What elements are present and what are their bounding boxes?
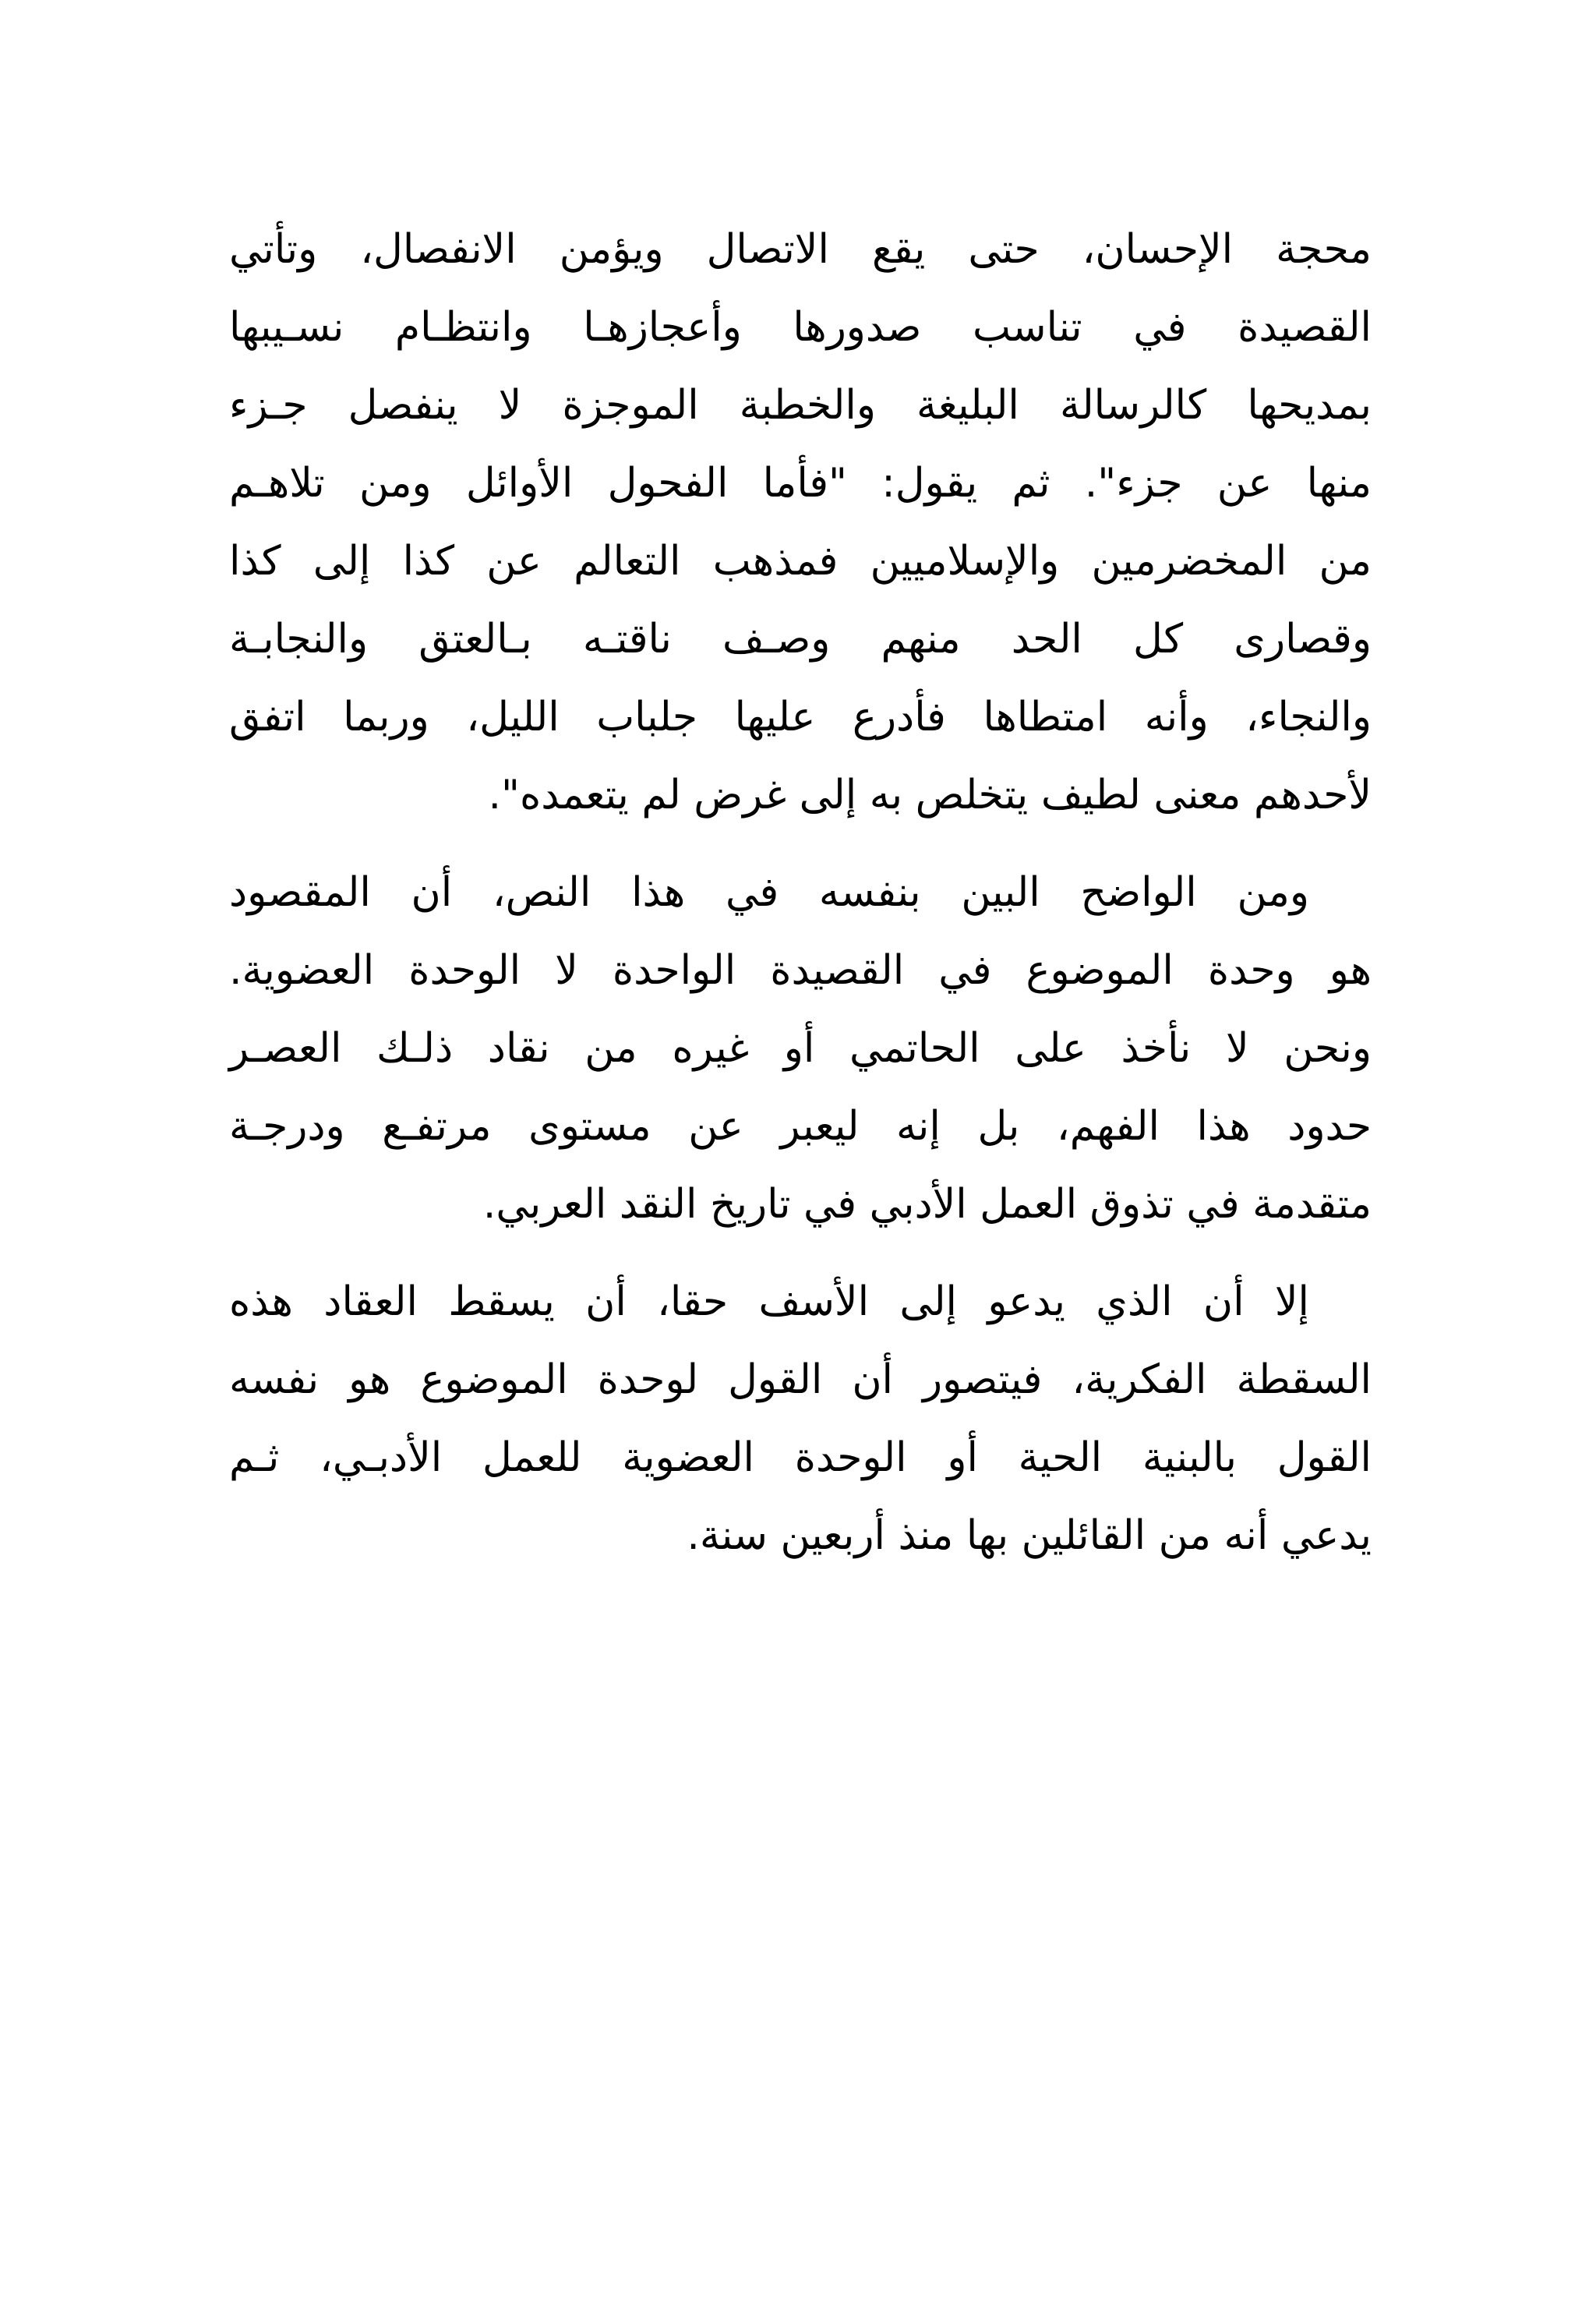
paragraph-3-line-2: السقطة الفكرية، فيتصور أن القول لوحدة الموضوع هو نفسه xyxy=(229,1356,1372,1403)
body-text xyxy=(229,210,1372,1575)
paragraph-1-line-8: لأحدهم معنى لطيف يتخلص به إلى غرض لم يتعمده". xyxy=(488,772,1372,818)
paragraph-2-line-3: ونحن لا نأخذ على الحاتمي أو غيره من نقاد ذلـك العصـر xyxy=(229,1025,1372,1072)
paragraph-3-line-1: إلا أن الذي يدعو إلى الأسف حقا، أن يسقط العقاد هذه xyxy=(229,1278,1309,1325)
paragraph-3-line-4: يدعي أنه من القائلين بها منذ أربعين سنة. xyxy=(687,1512,1372,1559)
paragraph-1-line-1: محجة الإحسان، حتى يقع الاتصال ويؤمن الانفصال، وتأتي xyxy=(229,226,1372,273)
paragraph-1-line-4: منها عن جزء". ثم يقول: "فأما الفحول الأوائل ومن تلاهـم xyxy=(229,460,1372,507)
paragraph-2-line-2: هو وحدة الموضوع في القصيدة الواحدة لا الوحدة العضوية. xyxy=(229,947,1372,994)
paragraph-1-line-3: بمديحها كالرسالة البليغة والخطبة الموجزة لا ينفصل جـزء xyxy=(229,382,1372,429)
paragraph-2-line-1: ومن الواضح البين بنفسه في هذا النص، أن المقصود xyxy=(229,869,1309,916)
paragraph-2-line-4: حدود هذا الفهم، بل إنه ليعبر عن مستوى مرتفـع ودرجـة xyxy=(229,1103,1372,1150)
paragraph-1-line-2: القصيدة في تناسب صدورها وأعجازهـا وانتظـام نسـيبها xyxy=(229,304,1372,351)
paragraph-3-line-3: القول بالبنية الحية أو الوحدة العضوية للعمل الأدبـي، ثـم xyxy=(229,1434,1372,1481)
paragraph-1-line-5: من المخضرمين والإسلاميين فمذهب التعالم عن كذا إلى كذا xyxy=(229,538,1372,585)
paragraph-2-line-5: متقدمة في تذوق العمل الأدبي في تاريخ النقد العربي. xyxy=(482,1181,1372,1228)
paragraph-gap xyxy=(229,834,1372,854)
paragraph-1-line-6: وقصارى كل الحد منهم وصـف ناقتـه بـالعتق والنجابـة xyxy=(229,616,1372,663)
paragraph-1-line-7: والنجاء، وأنه امتطاها فأدرع عليها جلباب الليل، وربما اتفق xyxy=(229,694,1372,741)
paragraph-gap xyxy=(229,1243,1372,1263)
